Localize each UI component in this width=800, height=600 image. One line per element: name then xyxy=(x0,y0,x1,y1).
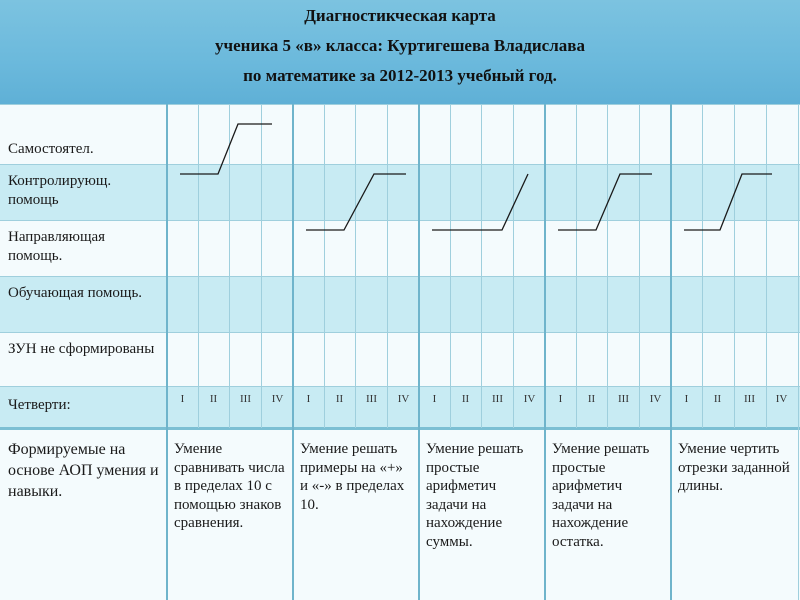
quarter-header: IV xyxy=(397,393,410,405)
quarter-header: II xyxy=(335,393,344,405)
skill-text: Умение сравнивать числа в пределах 10 с помощью знаков сравнения. xyxy=(174,441,285,531)
quarter-header: I xyxy=(180,393,185,405)
level-label-teaching-help: Обучающая помощь. xyxy=(8,285,143,301)
skills-label: Формируемые на основе АОП умения и навыки. xyxy=(8,441,159,500)
progress-line-skill-3 xyxy=(432,174,528,230)
quarter-header: II xyxy=(713,393,722,405)
level-label-controlling-help: Контролирующ. помощь xyxy=(8,173,112,208)
title-line-1: Диагностикческая карта xyxy=(304,6,496,25)
skill-text: Умение решать примеры на «+» и «-» в пределах 10. xyxy=(300,441,405,513)
skill-text: Умение решать простые арифметич задачи на нахождение остатка. xyxy=(552,441,650,550)
progress-line-skill-2 xyxy=(306,174,406,230)
quarter-header: II xyxy=(461,393,470,405)
quarter-header: III xyxy=(366,393,377,405)
quarter-header: III xyxy=(240,393,251,405)
level-label-independent: Самостоятел. xyxy=(8,141,94,157)
progress-line-skill-4 xyxy=(558,174,652,230)
quarter-header: IV xyxy=(271,393,284,405)
progress-line-skill-1 xyxy=(180,124,272,174)
quarter-header: IV xyxy=(775,393,788,405)
quarter-header: I xyxy=(684,393,689,405)
level-label-guiding-help: Направляющая помощь. xyxy=(8,229,106,264)
progress-line-skill-5 xyxy=(684,174,772,230)
quarter-header: III xyxy=(492,393,503,405)
title-line-3: по математике за 2012-2013 учебный год. xyxy=(243,66,557,85)
quarters-label: Четверти: xyxy=(8,397,71,413)
quarter-header: II xyxy=(209,393,218,405)
skill-text: Умение решать простые арифметич задачи на нахождение суммы. xyxy=(426,441,524,550)
quarter-header: III xyxy=(744,393,755,405)
skill-text: Умение чертить отрезки заданной длины. xyxy=(678,441,790,494)
quarter-header: IV xyxy=(523,393,536,405)
quarter-header: III xyxy=(618,393,629,405)
quarter-header: I xyxy=(432,393,437,405)
quarter-header: II xyxy=(587,393,596,405)
level-label-not-formed: ЗУН не сформированы xyxy=(8,341,155,357)
quarter-header: I xyxy=(558,393,563,405)
quarter-header: IV xyxy=(649,393,662,405)
title-line-2: ученика 5 «в» класса: Куртигешева Владислава xyxy=(215,36,585,55)
quarter-header: I xyxy=(306,393,311,405)
